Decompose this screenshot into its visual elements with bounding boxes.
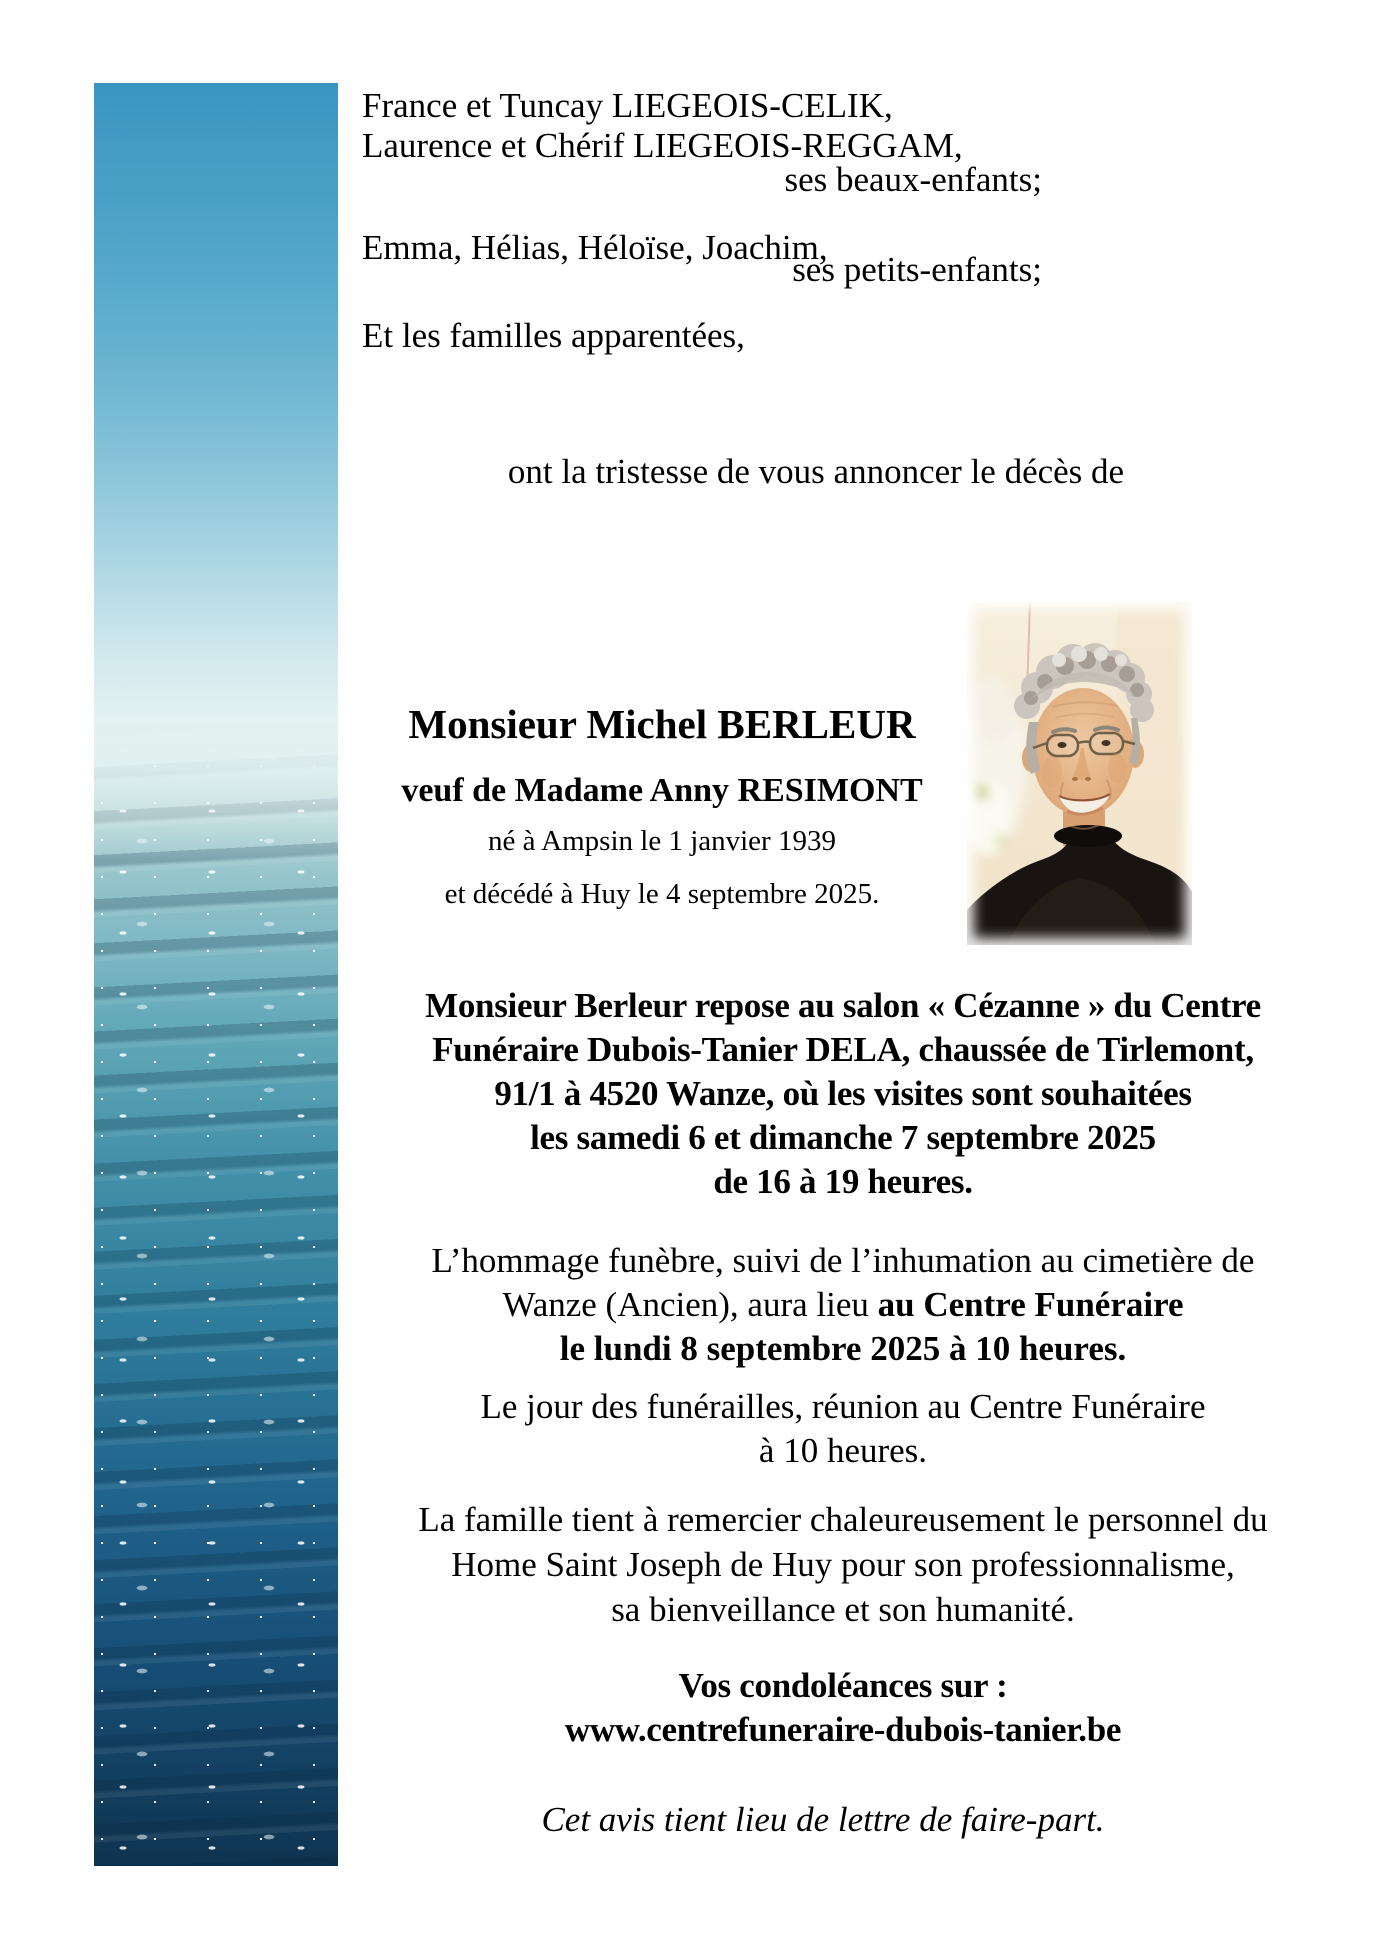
announcement-line: ont la tristesse de vous annoncer le décès de (507, 452, 1125, 491)
children-names-line-1: France et Tuncay LIEGEOIS-CELIK, (362, 86, 893, 125)
visitation-line: Monsieur Berleur repose au salon « Cézanne » du Centre (425, 986, 1261, 1025)
widower-line: veuf de Madame Anny RESIMONT (401, 772, 923, 809)
ceremony-line-2-regular: Wanze (Ancien), aura lieu (502, 1285, 878, 1324)
thanks-line: sa bienveillance et son humanité. (611, 1590, 1075, 1629)
sea-sky-photo-strip (94, 83, 338, 1866)
condolences-heading: Vos condoléances sur : (678, 1666, 1008, 1705)
condolences-website: www.centrefuneraire-dubois-tanier.be (564, 1710, 1122, 1749)
visitation-paragraph (338, 984, 1348, 1204)
ceremony-line-2-bold: au Centre Funéraire (877, 1285, 1184, 1324)
death-line: et décédé à Huy le 4 septembre 2025. (444, 878, 880, 910)
sky-gradient (94, 83, 338, 723)
grandchildren-names-line: Emma, Hélias, Héloïse, Joachim, (362, 228, 828, 267)
ceremony-line-2 (338, 1283, 1348, 1327)
grandchildren-relation-label: ses petits-enfants; (792, 250, 1042, 289)
deceased-name: Monsieur Michel BERLEUR (408, 701, 916, 747)
visitation-line: Funéraire Dubois-Tanier DELA, chaussée de Tirlemont, (432, 1030, 1254, 1069)
thanks-line: Home Saint Joseph de Huy pour son professionnalisme, (451, 1545, 1235, 1584)
related-families-line: Et les familles apparentées, (362, 316, 745, 355)
portrait-photo-illustration (967, 602, 1192, 945)
ceremony-paragraph (338, 1239, 1348, 1371)
ceremony-line-1: L’hommage funèbre, suivi de l’inhumation au cimetière de (431, 1241, 1255, 1280)
children-names-line-2: Laurence et Chérif LIEGEOIS-REGGAM, (362, 126, 963, 165)
condolences-block (338, 1664, 1348, 1752)
visitation-line: les samedi 6 et dimanche 7 septembre 2025 (530, 1118, 1156, 1157)
birth-line: né à Ampsin le 1 janvier 1939 (488, 825, 836, 857)
portrait-photo (967, 602, 1192, 945)
visitation-line: de 16 à 19 heures. (713, 1162, 973, 1201)
thanks-line: La famille tient à remercier chaleureusement le personnel du (418, 1500, 1268, 1539)
children-relation-label: ses beaux-enfants; (784, 160, 1042, 199)
meeting-line-1: Le jour des funérailles, réunion au Centre Funéraire (480, 1387, 1206, 1426)
visitation-line: 91/1 à 4520 Wanze, où les visites sont souhaitées (494, 1074, 1192, 1113)
ocean-water-texture (94, 723, 338, 1866)
ceremony-line-3: le lundi 8 septembre 2025 à 10 heures. (559, 1329, 1127, 1368)
thanks-paragraph (338, 1497, 1348, 1632)
closing-line: Cet avis tient lieu de lettre de faire-part. (541, 1800, 1105, 1839)
meeting-paragraph (338, 1385, 1348, 1473)
meeting-line-2: à 10 heures. (758, 1431, 928, 1470)
